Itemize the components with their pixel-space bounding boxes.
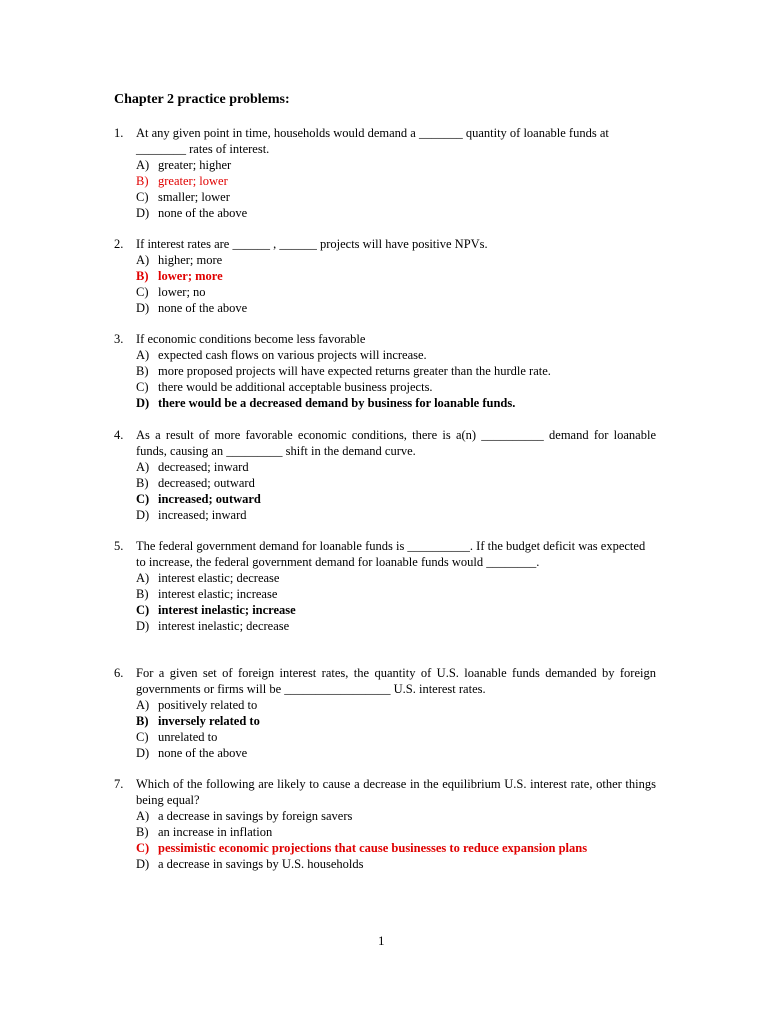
option-text: decreased; inward [158,460,249,474]
option-text: there would be additional acceptable business projects. [158,380,433,394]
question-3 [114,331,656,411]
option-a [136,252,656,268]
option-text: greater; lower [158,174,228,188]
option-text: unrelated to [158,730,218,744]
page-title: Chapter 2 practice problems: [114,92,290,107]
answer-options [114,570,656,634]
option-c [136,729,656,745]
option-d [136,507,656,523]
question-text: At any given point in time, households would demand a _______ quantity of loanable funds at ________ rates of interest. [136,126,609,156]
option-text: interest elastic; decrease [158,571,280,585]
option-letter: D) [136,619,150,633]
answer-options [114,252,656,316]
question-text: Which of the following are likely to cause a decrease in the equilibrium U.S. interest rate, other things being equal? [136,777,656,807]
option-c [136,379,656,395]
question-stem [114,125,656,157]
question-number: 4. [114,428,124,442]
option-letter: B) [136,714,149,728]
option-text: positively related to [158,698,258,712]
option-d [136,745,656,761]
question-stem [114,236,656,252]
option-text: inversely related to [158,714,260,728]
question-stem [114,776,656,808]
question-4 [114,427,656,523]
option-letter: B) [136,825,149,839]
option-b [136,586,656,602]
option-letter: C) [136,841,150,855]
question-number: 3. [114,332,124,346]
answer-options [114,459,656,523]
option-text: smaller; lower [158,190,230,204]
option-text: interest inelastic; increase [158,603,296,617]
option-c-correct [136,840,656,856]
option-letter: C) [136,603,150,617]
option-b [136,363,656,379]
option-letter: A) [136,698,150,712]
question-5 [114,538,656,634]
option-text: lower; no [158,285,206,299]
answer-options [114,157,656,221]
option-letter: C) [136,730,149,744]
option-text: increased; inward [158,508,247,522]
option-d [136,856,656,872]
option-text: a decrease in savings by foreign savers [158,809,353,823]
option-b-correct [136,713,656,729]
option-d [136,205,656,221]
option-letter: A) [136,158,150,172]
option-letter: C) [136,492,150,506]
option-letter: C) [136,190,149,204]
option-letter: D) [136,396,150,410]
option-text: interest elastic; increase [158,587,278,601]
question-text: If interest rates are ______ , ______ projects will have positive NPVs. [136,237,488,251]
option-a [136,459,656,475]
question-text: For a given set of foreign interest rates, the quantity of U.S. loanable funds demanded by foreign governments or firms will be _________________ U.S. interest rates. [136,666,656,696]
option-c-correct [136,491,656,507]
question-1 [114,125,656,221]
option-text: more proposed projects will have expected returns greater than the hurdle rate. [158,364,551,378]
option-a [136,347,656,363]
option-text: interest inelastic; decrease [158,619,290,633]
option-letter: A) [136,809,150,823]
option-letter: A) [136,253,150,267]
option-text: none of the above [158,206,248,220]
option-b [136,824,656,840]
option-letter: B) [136,587,149,601]
option-letter: C) [136,285,149,299]
option-text: pessimistic economic projections that cause businesses to reduce expansion plans [158,841,588,855]
question-7 [114,776,656,872]
question-2 [114,236,656,316]
option-text: none of the above [158,746,248,760]
option-letter: A) [136,460,150,474]
option-letter: D) [136,206,150,220]
option-a [136,808,656,824]
option-letter: B) [136,364,149,378]
option-text: increased; outward [158,492,261,506]
option-b [136,475,656,491]
option-letter: D) [136,746,150,760]
option-c [136,284,656,300]
question-stem [114,665,656,697]
option-a [136,697,656,713]
question-stem [114,538,656,570]
option-letter: A) [136,348,150,362]
page-number: 1 [378,933,385,948]
option-b-correct [136,268,656,284]
option-c-correct [136,602,656,618]
question-number: 2. [114,237,124,251]
answer-options [114,697,656,761]
option-text: expected cash flows on various projects will increase. [158,348,427,362]
option-a [136,570,656,586]
answer-options [114,808,656,872]
option-letter: B) [136,269,149,283]
option-letter: C) [136,380,149,394]
option-letter: D) [136,301,150,315]
option-text: higher; more [158,253,223,267]
option-letter: D) [136,508,150,522]
option-text: lower; more [158,269,223,283]
question-stem [114,427,656,459]
option-text: there would be a decreased demand by business for loanable funds. [158,396,516,410]
answer-options [114,347,656,411]
question-stem [114,331,656,347]
option-letter: A) [136,571,150,585]
option-d-correct [136,395,656,411]
option-letter: D) [136,857,150,871]
option-b-correct [136,173,656,189]
question-number: 6. [114,666,124,680]
question-text: If economic conditions become less favorable [136,332,366,346]
option-letter: B) [136,476,149,490]
question-number: 5. [114,539,124,553]
option-text: a decrease in savings by U.S. households [158,857,364,871]
option-text: greater; higher [158,158,232,172]
question-text: The federal government demand for loanable funds is __________. If the budget deficit was expected to increase, the federal government demand for loanable funds would ________. [136,539,646,569]
question-text: As a result of more favorable economic conditions, there is a(n) __________ demand for loanable funds, causing an _________ shift in the demand curve. [136,428,656,458]
question-6 [114,665,656,761]
option-a [136,157,656,173]
option-text: decreased; outward [158,476,255,490]
option-text: none of the above [158,301,248,315]
question-number: 1. [114,126,124,140]
option-c [136,189,656,205]
option-letter: B) [136,174,149,188]
option-d [136,618,656,634]
question-number: 7. [114,777,124,791]
option-text: an increase in inflation [158,825,273,839]
option-d [136,300,656,316]
